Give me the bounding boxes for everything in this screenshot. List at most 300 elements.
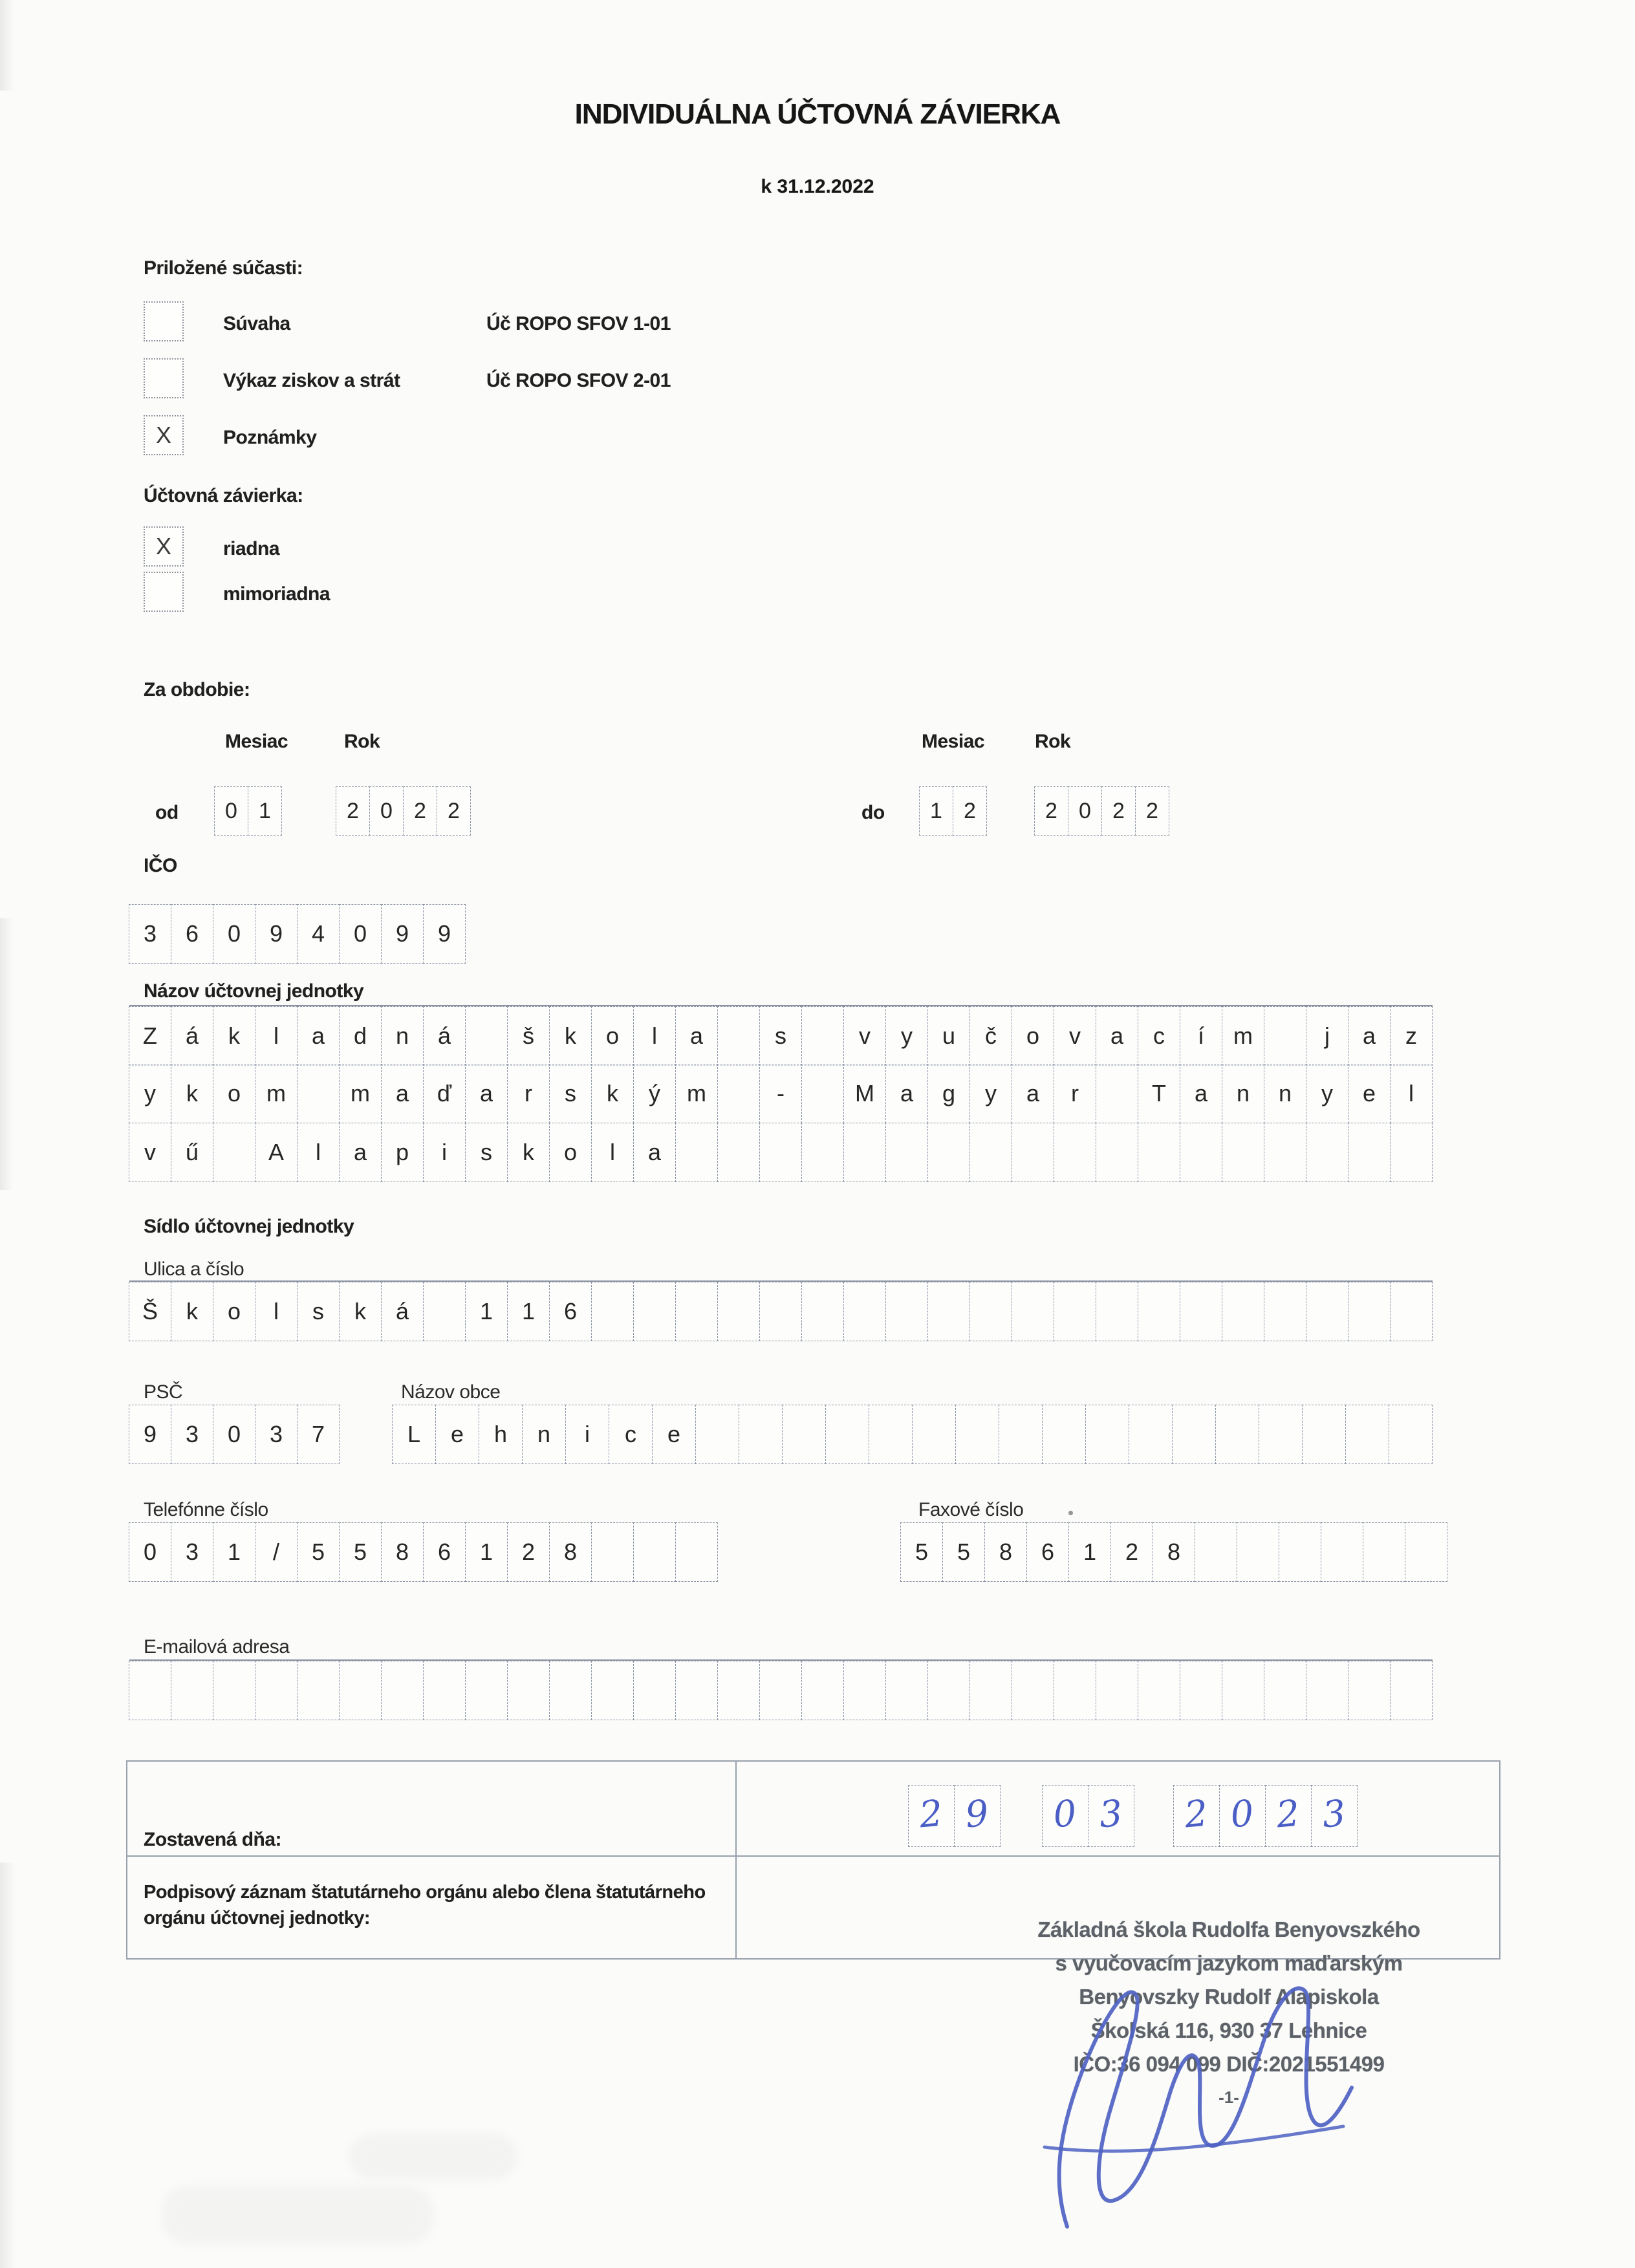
char-cell: n <box>522 1405 566 1464</box>
to-month-label: Mesiac <box>922 731 985 752</box>
char-cell <box>969 1661 1012 1720</box>
psc-grid <box>129 1405 340 1464</box>
char-cell: h <box>479 1405 523 1464</box>
char-cell: 9 <box>381 904 424 964</box>
label-suvaha: Súvaha <box>223 313 290 334</box>
char-cell: 2 <box>1173 1785 1220 1847</box>
char-cell: a <box>675 1006 718 1066</box>
char-cell <box>1222 1123 1264 1182</box>
char-cell: 2 <box>953 786 987 836</box>
char-cell <box>591 1522 634 1582</box>
char-cell: l <box>255 1006 298 1066</box>
char-cell: 2 <box>1034 786 1068 836</box>
char-cell: A <box>255 1123 298 1182</box>
char-cell <box>801 1064 844 1123</box>
from-year-label: Rok <box>344 731 380 752</box>
char-cell <box>885 1123 928 1182</box>
char-cell <box>885 1661 928 1720</box>
form-code-vykaz: Úč ROPO SFOV 2-01 <box>486 370 671 391</box>
char-cell <box>1389 1405 1433 1464</box>
char-cell: 8 <box>381 1522 424 1582</box>
char-cell: c <box>1138 1006 1180 1066</box>
char-cell <box>1264 1006 1306 1066</box>
from-month-grid <box>215 786 282 836</box>
char-cell: u <box>927 1006 970 1066</box>
char-cell: k <box>171 1282 213 1341</box>
signature-record-label: Podpisový záznam štatutárneho orgánu alebo člena štatutárneho orgánu účtovnej jednotky: <box>144 1882 706 1928</box>
email-grid <box>129 1659 1433 1720</box>
page-title: INDIVIDUÁLNA ÚČTOVNÁ ZÁVIERKA <box>574 98 1061 130</box>
char-cell <box>1306 1661 1348 1720</box>
char-cell <box>381 1661 424 1720</box>
to-month-grid <box>920 786 987 836</box>
char-cell: r <box>507 1064 550 1123</box>
char-cell <box>717 1661 760 1720</box>
char-cell <box>1012 1661 1054 1720</box>
char-cell <box>801 1123 844 1182</box>
char-cell: 0 <box>1219 1785 1266 1847</box>
char-cell: 0 <box>213 904 255 964</box>
char-cell: 8 <box>549 1522 592 1582</box>
char-cell: a <box>1096 1006 1138 1066</box>
char-cell: n <box>1264 1064 1306 1123</box>
table-divider-horizontal <box>127 1855 1499 1857</box>
char-cell <box>717 1006 760 1066</box>
char-cell: 8 <box>984 1522 1027 1582</box>
phone-grid <box>129 1522 718 1582</box>
char-cell <box>1054 1661 1096 1720</box>
char-cell <box>1264 1282 1306 1341</box>
char-cell <box>801 1282 844 1341</box>
char-cell: y <box>969 1064 1012 1123</box>
char-cell: p <box>381 1123 424 1182</box>
char-cell <box>339 1661 382 1720</box>
char-cell: s <box>297 1282 340 1341</box>
scan-artifact <box>0 0 14 91</box>
label-mimoriadna: mimoriadna <box>223 583 330 605</box>
char-cell: 5 <box>297 1522 340 1582</box>
char-cell: 5 <box>942 1522 985 1582</box>
char-cell: a <box>465 1064 508 1123</box>
char-cell: 3 <box>1088 1785 1134 1847</box>
char-cell <box>1363 1522 1405 1582</box>
char-cell: a <box>1348 1006 1391 1066</box>
entity-name-label: Názov účtovnej jednotky <box>144 980 364 1002</box>
char-cell <box>1390 1661 1433 1720</box>
char-cell: 5 <box>339 1522 382 1582</box>
char-cell: o <box>1012 1006 1054 1066</box>
stamp-line: Benyovszky Rudolf Alapiskola <box>1079 1985 1379 2009</box>
char-cell <box>1302 1405 1346 1464</box>
char-cell: 2 <box>437 786 471 836</box>
char-cell: g <box>927 1064 970 1123</box>
char-cell: š <box>507 1006 550 1066</box>
phone-label: Telefónne číslo <box>144 1499 268 1520</box>
char-cell: e <box>652 1405 696 1464</box>
char-cell <box>843 1123 886 1182</box>
char-cell: M <box>843 1064 886 1123</box>
char-cell: o <box>549 1123 592 1182</box>
char-cell <box>1264 1123 1306 1182</box>
char-cell: ď <box>423 1064 466 1123</box>
char-cell <box>801 1006 844 1066</box>
char-cell: v <box>129 1123 171 1182</box>
checkbox-mimoriadna <box>144 572 184 612</box>
char-cell <box>1172 1405 1216 1464</box>
char-cell: s <box>465 1123 508 1182</box>
char-cell <box>675 1661 718 1720</box>
char-cell: z <box>1390 1006 1433 1066</box>
char-cell <box>759 1282 802 1341</box>
ico-label: IČO <box>144 855 177 876</box>
char-cell: 1 <box>507 1282 550 1341</box>
address-heading: Sídlo účtovnej jednotky <box>144 1216 354 1237</box>
char-cell <box>759 1661 802 1720</box>
char-cell: Š <box>129 1282 171 1341</box>
char-cell <box>1348 1123 1391 1182</box>
char-cell <box>675 1522 718 1582</box>
page-number-marker: -1- <box>1218 2088 1239 2107</box>
char-cell <box>955 1405 999 1464</box>
scan-bleedthrough <box>349 2134 517 2179</box>
char-cell <box>1180 1282 1222 1341</box>
char-cell: - <box>759 1064 802 1123</box>
char-cell <box>1054 1123 1096 1182</box>
char-cell <box>969 1123 1012 1182</box>
char-cell <box>1085 1405 1129 1464</box>
char-cell <box>1348 1661 1391 1720</box>
fax-label: Faxové číslo <box>918 1499 1024 1520</box>
char-cell: 3 <box>171 1522 213 1582</box>
obec-label: Názov obce <box>401 1381 501 1403</box>
char-cell <box>213 1661 255 1720</box>
char-cell <box>1054 1282 1096 1341</box>
checkbox-riadna: X <box>144 526 184 567</box>
char-cell <box>717 1123 760 1182</box>
char-cell: n <box>1222 1064 1264 1123</box>
stamp-line: Školská 116, 930 37 Lehnice <box>1090 2018 1367 2042</box>
char-cell: a <box>633 1123 676 1182</box>
char-cell <box>213 1123 255 1182</box>
char-cell <box>739 1405 783 1464</box>
char-cell <box>801 1661 844 1720</box>
char-cell <box>1215 1405 1259 1464</box>
char-cell <box>297 1064 340 1123</box>
char-cell: 2 <box>507 1522 550 1582</box>
psc-label: PSČ <box>144 1381 183 1403</box>
char-cell <box>633 1661 676 1720</box>
char-cell <box>999 1405 1043 1464</box>
char-cell <box>129 1661 171 1720</box>
char-cell: l <box>1390 1064 1433 1123</box>
fax-grid <box>901 1522 1447 1582</box>
char-cell: 2 <box>908 1785 955 1847</box>
char-cell <box>1264 1661 1306 1720</box>
char-cell <box>1096 1282 1138 1341</box>
char-cell: 2 <box>1110 1522 1153 1582</box>
char-cell <box>1096 1123 1138 1182</box>
stamp-line: s vyučovacím jazykom maďarským <box>1055 1951 1403 1975</box>
char-cell <box>1138 1123 1180 1182</box>
char-cell: e <box>435 1405 479 1464</box>
char-cell: Z <box>129 1006 171 1066</box>
char-cell <box>1012 1123 1054 1182</box>
compiled-date-label: Zostavená dňa: <box>144 1829 282 1850</box>
checkbox-poznamky: X <box>144 415 184 455</box>
scan-artifact <box>0 1863 16 2268</box>
char-cell: l <box>297 1123 340 1182</box>
char-cell: y <box>885 1006 928 1066</box>
char-cell <box>695 1405 739 1464</box>
char-cell: d <box>339 1006 382 1066</box>
char-cell: 0 <box>369 786 404 836</box>
char-cell: k <box>507 1123 550 1182</box>
char-cell <box>843 1282 886 1341</box>
char-cell: 6 <box>1026 1522 1069 1582</box>
char-cell <box>675 1123 718 1182</box>
char-cell: m <box>675 1064 718 1123</box>
char-cell: 9 <box>255 904 298 964</box>
char-cell <box>1195 1522 1237 1582</box>
char-cell: í <box>1180 1006 1222 1066</box>
char-cell: i <box>423 1123 466 1182</box>
char-cell: 0 <box>214 786 248 836</box>
char-cell: k <box>339 1282 382 1341</box>
checkbox-vykaz <box>144 358 184 398</box>
char-cell <box>1096 1064 1138 1123</box>
char-cell <box>1042 1405 1086 1464</box>
char-cell <box>1138 1661 1180 1720</box>
char-cell: č <box>969 1006 1012 1066</box>
char-cell: 6 <box>171 904 213 964</box>
char-cell: m <box>1222 1006 1264 1066</box>
label-poznamky: Poznámky <box>223 427 317 448</box>
char-cell: 1 <box>465 1282 508 1341</box>
char-cell <box>717 1064 760 1123</box>
char-cell: 1 <box>248 786 282 836</box>
from-month-label: Mesiac <box>225 731 288 752</box>
char-cell: 0 <box>1042 1785 1088 1847</box>
street-grid <box>129 1280 1433 1341</box>
to-year-label: Rok <box>1035 731 1071 752</box>
label-vykaz: Výkaz ziskov a strát <box>223 370 400 391</box>
char-cell <box>927 1661 970 1720</box>
char-cell: s <box>759 1006 802 1066</box>
char-cell: 2 <box>403 786 437 836</box>
char-cell: v <box>1054 1006 1096 1066</box>
char-cell <box>591 1282 634 1341</box>
char-cell: á <box>381 1282 424 1341</box>
char-cell: 2 <box>1265 1785 1312 1847</box>
email-label: E-mailová adresa <box>144 1636 290 1658</box>
char-cell <box>1306 1282 1348 1341</box>
char-cell: 1 <box>919 786 953 836</box>
char-cell <box>423 1282 466 1341</box>
char-cell: á <box>423 1006 466 1066</box>
from-year-grid <box>336 786 471 836</box>
to-label: do <box>861 802 885 823</box>
char-cell: l <box>591 1123 634 1182</box>
char-cell <box>633 1522 676 1582</box>
char-cell: a <box>339 1123 382 1182</box>
char-cell: a <box>297 1006 340 1066</box>
char-cell <box>825 1405 869 1464</box>
char-cell <box>423 1661 466 1720</box>
checkbox-suvaha <box>144 301 184 341</box>
char-cell: j <box>1306 1006 1348 1066</box>
char-cell <box>759 1123 802 1182</box>
char-cell: T <box>1138 1064 1180 1123</box>
char-cell: k <box>549 1006 592 1066</box>
char-cell <box>507 1661 550 1720</box>
char-cell <box>549 1661 592 1720</box>
char-cell: 9 <box>129 1405 171 1464</box>
char-cell: k <box>171 1064 213 1123</box>
char-cell: 1 <box>1068 1522 1111 1582</box>
zavierka-heading: Účtovná závierka: <box>144 485 303 506</box>
char-cell <box>1096 1661 1138 1720</box>
char-cell <box>927 1282 970 1341</box>
char-cell <box>1390 1123 1433 1182</box>
char-cell <box>1012 1282 1054 1341</box>
char-cell: 0 <box>129 1522 171 1582</box>
handwritten-signature <box>1006 1932 1381 2236</box>
char-cell <box>1259 1405 1303 1464</box>
char-cell: l <box>633 1006 676 1066</box>
stamp-line: Základná škola Rudolfa Benyovszkého <box>1037 1917 1420 1941</box>
char-cell: y <box>129 1064 171 1123</box>
char-cell <box>885 1282 928 1341</box>
label-riadna: riadna <box>223 538 280 559</box>
char-cell: 6 <box>423 1522 466 1582</box>
char-cell <box>969 1282 1012 1341</box>
char-cell <box>1222 1282 1264 1341</box>
char-cell: ű <box>171 1123 213 1182</box>
to-year-grid <box>1035 786 1169 836</box>
char-cell: 8 <box>1153 1522 1195 1582</box>
char-cell <box>717 1282 760 1341</box>
char-cell: 3 <box>1311 1785 1358 1847</box>
char-cell: á <box>171 1006 213 1066</box>
scan-artifact <box>0 918 13 1190</box>
char-cell: 0 <box>213 1405 255 1464</box>
char-cell: y <box>1306 1064 1348 1123</box>
period-heading: Za obdobie: <box>144 679 250 700</box>
char-cell <box>465 1661 508 1720</box>
char-cell: 9 <box>954 1785 1001 1847</box>
char-cell <box>1279 1522 1321 1582</box>
char-cell <box>1321 1522 1363 1582</box>
as-of-date: k 31.12.2022 <box>761 176 874 197</box>
char-cell: 5 <box>900 1522 943 1582</box>
char-cell <box>1390 1282 1433 1341</box>
char-cell: o <box>591 1006 634 1066</box>
char-cell: r <box>1054 1064 1096 1123</box>
char-cell: m <box>255 1064 298 1123</box>
char-cell: 1 <box>213 1522 255 1582</box>
char-cell <box>1237 1522 1279 1582</box>
char-cell <box>255 1661 298 1720</box>
char-cell <box>1180 1123 1222 1182</box>
street-label: Ulica a číslo <box>144 1258 244 1280</box>
char-cell: a <box>1180 1064 1222 1123</box>
char-cell <box>591 1661 634 1720</box>
char-cell: l <box>255 1282 298 1341</box>
entity-name-row-1 <box>129 1005 1433 1066</box>
char-cell: 3 <box>255 1405 298 1464</box>
char-cell <box>1306 1123 1348 1182</box>
stamp-line: IČO:36 094 099 DIČ:2021551499 <box>1073 2052 1385 2076</box>
table-divider-vertical <box>735 1762 737 1958</box>
char-cell: a <box>1012 1064 1054 1123</box>
char-cell: n <box>381 1006 424 1066</box>
char-cell: 3 <box>171 1405 213 1464</box>
char-cell: v <box>843 1006 886 1066</box>
char-cell <box>1222 1661 1264 1720</box>
char-cell: a <box>381 1064 424 1123</box>
char-cell: 3 <box>129 904 171 964</box>
char-cell <box>1345 1405 1389 1464</box>
char-cell <box>869 1405 913 1464</box>
char-cell: / <box>255 1522 298 1582</box>
char-cell: 0 <box>1068 786 1102 836</box>
char-cell: 4 <box>297 904 340 964</box>
char-cell: 6 <box>549 1282 592 1341</box>
char-cell: c <box>609 1405 653 1464</box>
char-cell <box>1180 1661 1222 1720</box>
entity-name-row-3 <box>129 1123 1433 1182</box>
char-cell: e <box>1348 1064 1391 1123</box>
char-cell <box>1138 1282 1180 1341</box>
char-cell <box>843 1661 886 1720</box>
char-cell: L <box>392 1405 436 1464</box>
char-cell <box>1405 1522 1447 1582</box>
char-cell: o <box>213 1064 255 1123</box>
char-cell: s <box>549 1064 592 1123</box>
attached-parts-heading: Priložené súčasti: <box>144 257 303 279</box>
char-cell: k <box>213 1006 255 1066</box>
char-cell: 1 <box>465 1522 508 1582</box>
char-cell: 2 <box>1135 786 1169 836</box>
ico-grid <box>129 904 466 964</box>
char-cell: a <box>885 1064 928 1123</box>
char-cell <box>633 1282 676 1341</box>
scan-speck <box>1068 1511 1073 1515</box>
char-cell <box>927 1123 970 1182</box>
compiled-day-grid <box>909 1785 1001 1847</box>
char-cell: m <box>339 1064 382 1123</box>
char-cell: 0 <box>339 904 382 964</box>
char-cell <box>782 1405 826 1464</box>
scan-bleedthrough <box>162 2186 433 2244</box>
compiled-month-grid <box>1043 1785 1134 1847</box>
entity-name-row-2 <box>129 1064 1433 1123</box>
char-cell: 7 <box>297 1405 340 1464</box>
char-cell: 9 <box>423 904 466 964</box>
char-cell: i <box>565 1405 609 1464</box>
form-code-suvaha: Úč ROPO SFOV 1-01 <box>486 313 671 334</box>
char-cell: o <box>213 1282 255 1341</box>
char-cell <box>675 1282 718 1341</box>
char-cell: 2 <box>1101 786 1136 836</box>
char-cell <box>171 1661 213 1720</box>
char-cell <box>1348 1282 1391 1341</box>
obec-grid <box>393 1405 1433 1464</box>
compiled-year-grid <box>1174 1785 1358 1847</box>
from-label: od <box>155 802 179 823</box>
char-cell <box>465 1006 508 1066</box>
char-cell: 2 <box>336 786 370 836</box>
